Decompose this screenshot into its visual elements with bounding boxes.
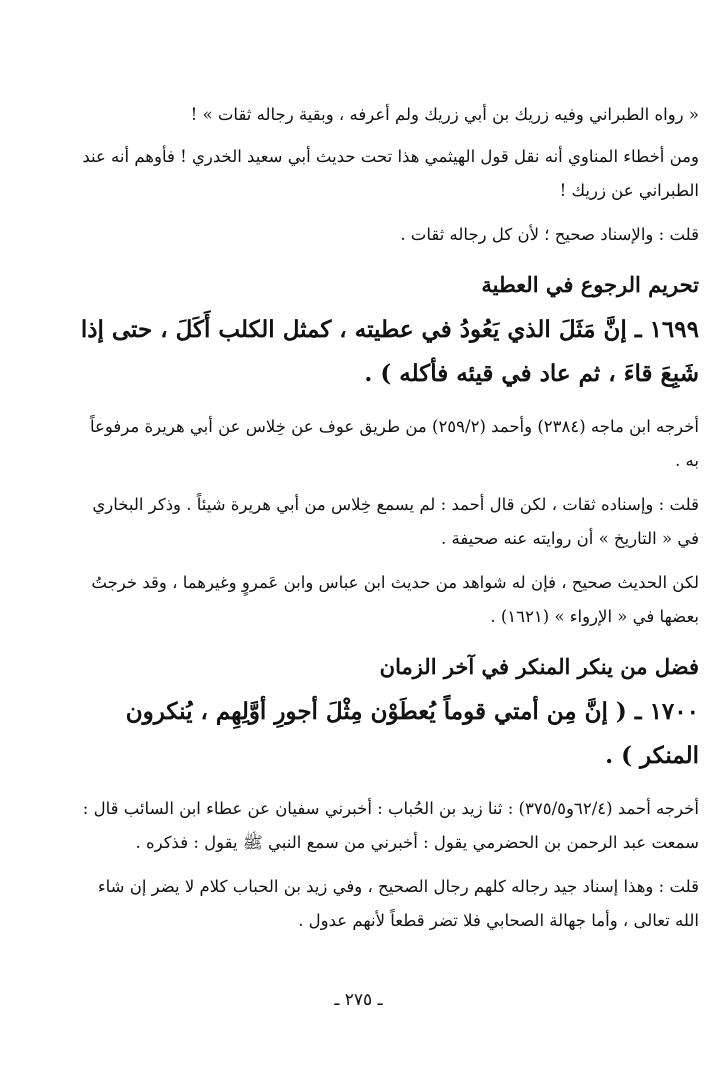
comment-paragraph: قلت : والإسناد صحيح ؛ لأن كل رجاله ثقات . — [400, 225, 699, 244]
comment-paragraph: قلت : وإسناده ثقات ، لكن قال أحمد : لم يسمع خِلاس من أبي هريرة شيئاً . وذكر البخاري في « التاريخ » أن روايته عنه صحيفة . — [92, 495, 699, 548]
hadith-number: ١٧٠٠ ـ — [634, 698, 699, 725]
hadith-1699 — [80, 308, 699, 396]
takhrij-paragraph: أخرجه ابن ماجه (٢٣٨٤) وأحمد (٢٥٩/٢) من طريق عوف عن خِلاس عن أبي هريرة مرفوعاً به . — [90, 417, 699, 470]
quote-paragraph: « رواه الطبراني وفيه زريك بن أبي زريك ولم أعرفه ، وبقية رجاله ثقات » ! — [190, 105, 699, 124]
section-heading-2: فضل من ينكر المنكر في آخر الزمان — [379, 654, 699, 679]
section-heading-1: تحريم الرجوع في العطية — [481, 272, 699, 297]
hadith-1700 — [80, 690, 699, 778]
hadith-number: ١٦٩٩ ـ — [634, 316, 699, 343]
note-paragraph: ومن أخطاء المناوي أنه نقل قول الهيثمي هذا تحت حديث أبي سعيد الخدري ! فأوهم أنه عند الطبراني عن زريك ! — [82, 147, 699, 200]
comment-paragraph: قلت : وهذا إسناد جيد رجاله كلهم رجال الصحيح ، وفي زيد بن الحباب كلام لا يضر إن شاء الله تعالى ، وأما جهالة الصحابي فلا تضر قطعاً لأنهم عدول . — [97, 877, 699, 930]
page-number: ـ ٢٧٥ ـ — [334, 990, 383, 1010]
hadith-text: ( إنَّ مِن أمتي قوماً يُعطَوْن مِثْلَ أجورِ أوَّلِهِم ، يُنكرون المنكر ) . — [125, 698, 699, 769]
takhrij-paragraph: أخرجه أحمد (٦٢/٤و٣٧٥/٥) : ثنا زيد بن الحُباب : أخبرني سفيان عن عطاء ابن السائب قال : سمعت عبد الرحمن بن الحضرمي يقول : أخبرني من سمع النبي ﷺ يقول : فذكره . — [82, 799, 699, 852]
page-body — [80, 100, 699, 938]
hadith-text: إنَّ مَثَلَ الذي يَعُودُ في عطيته ، كمثل الكلب أَكَلَ ، حتى إذا شَبِعَ قاءَ ، ثم عاد في قيئه فأكله ) . — [80, 316, 699, 387]
comment-paragraph: لكن الحديث صحيح ، فإن له شواهد من حديث ابن عباس وابن عَمروٍ وغيرهما ، وقد خرجتُ بعضها في « الإرواء » (١٦٢١) . — [91, 573, 699, 626]
